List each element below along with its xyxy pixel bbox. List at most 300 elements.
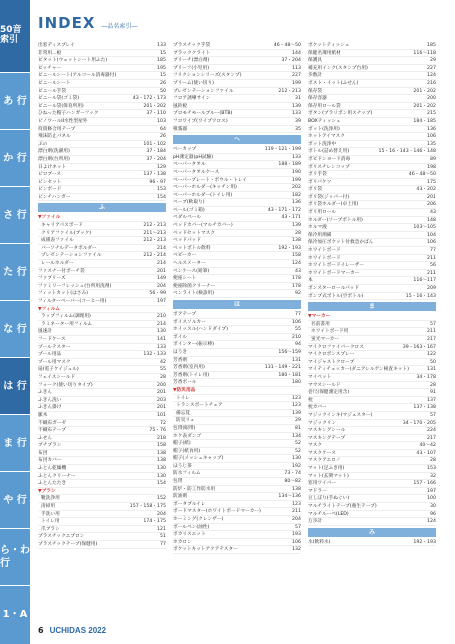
- entry-name: ブラッククライト: [173, 50, 211, 56]
- sidebar-tab[interactable]: あ 行: [0, 72, 30, 129]
- page-ref: 137・138: [143, 172, 166, 178]
- entry-name: ペダルベール: [173, 215, 202, 221]
- page-number: 6: [38, 626, 44, 635]
- index-row: [308, 217, 436, 225]
- entry-name: ボータブルイレ: [173, 501, 206, 507]
- index-row: [308, 103, 436, 111]
- entry-name: ボアテープ: [173, 312, 197, 317]
- page-ref: 81: [295, 425, 301, 431]
- page-ref: 104: [427, 232, 436, 238]
- entry-name: マイクロファイバークロス: [308, 344, 364, 350]
- index-row: [38, 526, 166, 534]
- entry-name: ビニールシート(アルコール消毒器付): [38, 73, 117, 79]
- entry-name: ぶの: [38, 141, 48, 147]
- index-row: [38, 450, 166, 458]
- entry-name: 便座シート: [173, 276, 197, 282]
- index-row: [173, 440, 301, 448]
- index-column-2: [173, 42, 301, 554]
- sidebar-tab[interactable]: か 行: [0, 129, 30, 186]
- entry-name: ピンセット: [38, 179, 62, 185]
- entry-name: マルチルーペ(LED): [308, 511, 349, 517]
- index-row: [38, 156, 166, 164]
- entry-name: ピロブース: [38, 172, 62, 178]
- index-row: [173, 486, 301, 494]
- index-row: [38, 427, 166, 435]
- entry-name: ボット洗浄中: [308, 141, 337, 147]
- page-ref: 26: [160, 80, 166, 86]
- index-row: [173, 275, 301, 283]
- index-row: [38, 382, 166, 390]
- index-row: [38, 533, 166, 541]
- entry-name: 帽子(紙): [173, 441, 191, 447]
- entry-name: 名前書用: [311, 321, 330, 327]
- index-column-1: [38, 42, 166, 549]
- index-row: [308, 285, 436, 293]
- index-row: [173, 334, 301, 342]
- entry-name: ホワイトボード: [308, 255, 341, 261]
- page-ref: 204: [292, 517, 301, 523]
- index-row: [308, 511, 436, 519]
- index-row: [173, 508, 301, 516]
- page-ref: 92: [295, 291, 301, 297]
- page-ref: 204: [157, 283, 166, 289]
- page-ref: 227: [292, 73, 301, 79]
- page-ref: 106: [292, 319, 301, 325]
- index-row: [308, 366, 436, 374]
- entry-name: 扇(電子ケイジュル): [38, 367, 79, 373]
- index-row: [173, 72, 301, 80]
- index-row: [38, 110, 166, 118]
- page-ref: 43・172・173: [132, 96, 166, 102]
- section-header: へ: [173, 135, 301, 144]
- index-row: [308, 420, 436, 428]
- entry-name: マスクケース: [308, 450, 336, 456]
- index-row: [38, 518, 166, 526]
- index-row: [38, 118, 166, 126]
- index-row: [308, 118, 436, 126]
- entry-name: ペーパータオルケース: [173, 169, 220, 175]
- sidebar-top-label: 50音索引: [0, 0, 30, 72]
- entry-name: ボケットティッシュ: [308, 43, 350, 48]
- entry-name: ビニール手袋: [38, 88, 67, 94]
- entry-name: ボイル: [173, 334, 188, 340]
- index-row: [173, 214, 301, 222]
- index-row: [38, 275, 166, 283]
- page-ref: 144: [292, 50, 301, 56]
- entry-name: ポリ袋(ジッパー付): [308, 194, 350, 200]
- page-ref: 55: [160, 367, 166, 373]
- index-row: [38, 290, 166, 298]
- section-header: み: [308, 528, 436, 537]
- index-row: [173, 326, 301, 334]
- page-ref: 15・16・143・146・148: [378, 149, 436, 155]
- index-row: [173, 478, 301, 486]
- index-row: [38, 245, 166, 253]
- entry-name: ベッドセットマスク: [173, 230, 216, 236]
- index-row: [38, 397, 166, 405]
- entry-name: ポスト・イット(ふせん): [308, 80, 359, 86]
- index-row: [173, 169, 301, 177]
- index-row: [38, 164, 166, 172]
- index-row: [308, 457, 436, 465]
- index-row: [173, 455, 301, 463]
- entry-name: フロア誘導サイン: [173, 96, 211, 102]
- entry-name: ビッチャー: [38, 65, 62, 71]
- index-row: [308, 435, 436, 443]
- entry-name: ボケットキットアクアテスター: [173, 547, 238, 553]
- entry-name: プロモチモールブルー(BTB): [173, 111, 233, 117]
- index-row: [173, 65, 301, 73]
- entry-name: ベットボトル飲料: [173, 245, 211, 251]
- index-row: [38, 374, 166, 382]
- page-ref: 201・202: [413, 103, 436, 109]
- entry-name: 清掃用: [41, 504, 56, 510]
- index-row: [38, 442, 166, 450]
- entry-name: マイティチェッカー(ダニアレルゲン検査キット): [308, 367, 409, 373]
- entry-name: ボンスターロールパッド: [308, 286, 360, 291]
- entry-name: ファミリーフレッシュ(台所用洗剤): [38, 283, 112, 289]
- entry-name: 非常用...板: [38, 50, 62, 56]
- index-row: [173, 57, 301, 65]
- entry-name: ファブリーズ: [38, 276, 66, 282]
- section-header: ま: [308, 302, 436, 311]
- page-ref: 204: [157, 511, 166, 517]
- entry-name: マイクロボンスプレー: [308, 352, 355, 358]
- page-ref: 153: [157, 187, 166, 193]
- page-ref: 152: [157, 496, 166, 502]
- page-ref: 32: [430, 473, 436, 479]
- entry-name: 窓用ワイパー: [308, 481, 336, 487]
- page-ref: 130: [292, 456, 301, 462]
- index-row: [173, 364, 301, 372]
- index-row: [38, 313, 166, 321]
- page-ref: 199: [292, 80, 301, 86]
- index-row: [38, 88, 166, 96]
- entry-name: ベッドパッド: [173, 238, 202, 244]
- index-row: [173, 379, 301, 387]
- page-ref: 156〜159: [278, 349, 301, 355]
- page-ref: 210: [157, 314, 166, 320]
- index-row: [173, 95, 301, 103]
- entry-name: 布団: [38, 450, 48, 456]
- entry-name: pH測定器(pH試験): [173, 154, 214, 160]
- index-row: [173, 433, 301, 441]
- entry-name: 飛沫防止パネル: [38, 134, 71, 140]
- page-ref: 131: [292, 357, 301, 363]
- sidebar-tab[interactable]: は 行: [0, 357, 30, 414]
- index-row: [308, 293, 436, 301]
- sidebar-tab[interactable]: 1・A: [0, 585, 30, 642]
- index-row: [38, 268, 166, 276]
- page-ref: 130: [157, 329, 166, 335]
- entry-name: フリクションシリーズ(スタンプ): [173, 73, 242, 79]
- page-ref: 43: [430, 210, 436, 216]
- entry-name: ベッドカバー(マルチカバー): [173, 223, 233, 229]
- index-row: [173, 341, 301, 349]
- index-row: [38, 404, 166, 412]
- page-ref: 138: [157, 450, 166, 456]
- page-ref: 46・48〜50: [408, 172, 436, 178]
- index-row: [38, 80, 166, 88]
- entry-name: ホワイトボードイレーザー: [308, 263, 364, 269]
- sidebar-tab[interactable]: ま 行: [0, 414, 30, 471]
- index-row: [38, 435, 166, 443]
- page-subtitle: ―品名索引―: [101, 23, 138, 30]
- page-ref: 123: [292, 395, 301, 401]
- page-ref: 91: [430, 390, 436, 396]
- page-ref: 56・99: [149, 291, 166, 297]
- sidebar-tab[interactable]: さ 行: [0, 186, 30, 243]
- entry-name: ▼ブラシ: [38, 488, 56, 494]
- entry-name: 漂白剤(台所用): [38, 156, 70, 162]
- index-row: [38, 194, 166, 202]
- entry-name: プラスチックエプロン: [38, 534, 85, 540]
- index-row: [173, 88, 301, 96]
- sidebar-tab[interactable]: や 行: [0, 471, 30, 528]
- page-ref: 211: [427, 270, 436, 276]
- entry-name: 防油剤: [173, 494, 188, 500]
- entry-name: ベーカップ: [173, 147, 197, 153]
- index-row: [38, 50, 166, 58]
- entry-name: 風速計: [38, 329, 53, 335]
- index-row: [308, 382, 436, 390]
- page-ref: 201: [157, 390, 166, 396]
- page-ref: 214: [157, 261, 166, 267]
- entry-name: 日よけネット: [38, 164, 67, 170]
- index-row: [38, 412, 166, 420]
- entry-name: ホルダー(ソープボトル用): [308, 217, 363, 223]
- index-row: [173, 463, 301, 471]
- entry-name: マイペット: [308, 374, 332, 380]
- page-ref: 153: [427, 466, 436, 472]
- page-ref: 192・193: [413, 539, 436, 545]
- entry-name: クリアファイル(ブック): [41, 230, 92, 236]
- index-row: [308, 359, 436, 367]
- entry-name: 保存袋: [308, 88, 323, 94]
- index-row: [173, 222, 301, 230]
- index-row: [308, 427, 436, 435]
- page-ref: 214: [157, 321, 166, 327]
- entry-name: マウスシールド: [308, 382, 341, 388]
- index-row: [38, 328, 166, 336]
- page-ref: 119・121・199: [264, 147, 301, 153]
- entry-name: 投資修合用テープ: [38, 126, 76, 132]
- index-row: [308, 164, 436, 172]
- category-row: [38, 488, 166, 496]
- entry-name: ボールペン(油性): [173, 524, 210, 530]
- page-ref: 43・202: [416, 187, 436, 193]
- entry-name: 不織布テープ: [38, 428, 66, 434]
- index-row: [38, 503, 166, 511]
- entry-name: ボインター(振示棒): [173, 342, 214, 348]
- entry-name: マルチライトテープ(養生テープ): [308, 504, 377, 510]
- sidebar-tab[interactable]: な 行: [0, 300, 30, 357]
- entry-name: ペーブ(軟取り): [173, 200, 205, 206]
- index-row: [173, 110, 301, 118]
- entry-name: ▼フィルム: [38, 306, 60, 312]
- page-ref: 175: [427, 179, 436, 185]
- index-row: [173, 237, 301, 245]
- page-ref: 131: [427, 367, 436, 373]
- entry-name: 保存容器: [308, 96, 327, 102]
- entry-name: ポリ手袋: [308, 172, 327, 178]
- page-ref: 227: [427, 65, 436, 71]
- page-ref: 123: [292, 403, 301, 409]
- entry-name: トイレ用: [41, 519, 60, 525]
- page-ref: 52: [295, 448, 301, 454]
- index-row: [308, 495, 436, 503]
- index-row: [308, 270, 436, 278]
- entry-name: マスクアエロノ: [308, 458, 341, 464]
- page-ref: 43・107: [416, 450, 436, 456]
- page-ref: 180・181: [278, 372, 301, 378]
- entry-name: ベビーカー: [173, 253, 197, 259]
- index-row: [308, 442, 436, 450]
- entry-name: レールホルダー: [41, 261, 74, 267]
- page-ref: 211: [292, 509, 301, 515]
- page-ref: 138: [157, 458, 166, 464]
- index-row: [173, 349, 301, 357]
- page-ref: 123: [292, 501, 301, 507]
- page-ref: 210: [292, 334, 301, 340]
- index-row: [173, 50, 301, 58]
- entry-name: ホワイトボード用: [311, 329, 349, 335]
- page-ref: 178: [292, 283, 301, 289]
- entry-name: ふとんクリーナー: [38, 473, 76, 479]
- page-ref: 200: [427, 96, 436, 102]
- page-ref: 180: [292, 380, 301, 386]
- page-ref: 212・213: [278, 88, 301, 94]
- index-row: [173, 524, 301, 532]
- entry-name: ホワイトボード: [308, 248, 341, 254]
- entry-name: マジックインキ(マジェスター): [308, 412, 373, 418]
- page-ref: 218: [157, 435, 166, 441]
- index-row: [308, 374, 436, 382]
- index-row: [308, 488, 436, 496]
- entry-name: 保健名簿用紙材: [308, 50, 341, 56]
- entry-name: 帽子(メッシュキャップ): [173, 456, 224, 462]
- entry-name: ブリーチ(漂白剤): [173, 58, 210, 64]
- entry-name: 本: [308, 278, 313, 284]
- sidebar-tab[interactable]: ら・わ 行: [0, 528, 30, 585]
- page-ref: 133: [157, 43, 166, 48]
- page-ref: 94: [295, 342, 301, 348]
- entry-name: ベール(ゴミ箱): [173, 207, 205, 213]
- entry-name: ピノワールII水性型屋外: [38, 118, 88, 124]
- page-ref: 101・102: [143, 141, 166, 147]
- index-row: [173, 146, 301, 154]
- page-ref: 138: [292, 238, 301, 244]
- page-ref: 201: [157, 268, 166, 274]
- index-row: [173, 199, 301, 207]
- index-row: [173, 493, 301, 501]
- page-ref: 199: [292, 177, 301, 183]
- index-row: [38, 186, 166, 194]
- index-row: [308, 480, 436, 488]
- entry-name: ビタット(ウェットシート用ふた): [38, 58, 108, 64]
- page-ref: 43・171・172: [267, 207, 301, 213]
- entry-name: ▼マーカー: [308, 314, 331, 320]
- entry-name: 巻尺(保健測定用含): [308, 390, 350, 396]
- page-ref: 211: [427, 255, 436, 261]
- index-row: [173, 268, 301, 276]
- index-row: [38, 72, 166, 80]
- page-ref: 37・204: [281, 58, 301, 64]
- page-ref: 103: [157, 118, 166, 124]
- entry-name: 枕カバー: [308, 405, 327, 411]
- page-ref: 203: [157, 397, 166, 403]
- index-row: [38, 298, 166, 306]
- index-row: [173, 161, 301, 169]
- index-row: [173, 245, 301, 253]
- entry-name: プレゼンテーションファイル: [173, 88, 234, 94]
- entry-name: 便座除菌クリーナー: [173, 283, 216, 289]
- entry-name: ふとん乾燥機: [38, 466, 67, 472]
- page-ref: 96: [430, 511, 436, 517]
- page-ref: 212・213: [143, 238, 166, 244]
- entry-name: ポリ袋: [308, 187, 323, 193]
- page-ref: 57: [430, 321, 436, 327]
- page-ref: 154: [157, 194, 166, 200]
- index-row: [308, 72, 436, 80]
- entry-name: ふきん掛け: [38, 405, 62, 411]
- entry-name: 防炉・防工作防水用: [173, 486, 216, 492]
- entry-name: 防災リュ: [176, 418, 195, 424]
- index-row: [173, 192, 301, 200]
- entry-name: ホットアイマスク: [308, 134, 345, 140]
- index-row: [173, 118, 301, 126]
- entry-name: 芳香ボール: [173, 380, 197, 386]
- index-row: [38, 179, 166, 187]
- page-ref: 96・97: [149, 179, 166, 185]
- entry-name: 保冷加圧ポケット付救急かばん: [308, 240, 374, 246]
- sidebar-tab[interactable]: た 行: [0, 243, 30, 300]
- index-row: [308, 328, 436, 336]
- entry-name: ペーパーホルダー(キッチン用): [173, 185, 237, 191]
- index-row: [38, 103, 166, 111]
- page-title: INDEX: [38, 14, 96, 32]
- entry-name: ペーパープレート・ボウル・トレイ: [173, 177, 247, 183]
- index-row: [173, 395, 301, 403]
- index-row: [308, 351, 436, 359]
- page-ref: 31: [295, 96, 301, 102]
- brand-logo: UCHIDAS 2022: [49, 626, 107, 635]
- page-ref: 211〜213: [143, 230, 166, 236]
- entry-name: トイレ: [176, 395, 190, 401]
- page-ref: 89: [430, 156, 436, 162]
- entry-name: 備忘覚: [176, 410, 191, 416]
- entry-name: 出窓ディスプレイ: [38, 43, 75, 48]
- entry-name: ヘルスメーター: [173, 261, 206, 267]
- entry-name: トランスポートチェア: [176, 403, 223, 409]
- entry-name: ビニールシート: [38, 80, 71, 86]
- page-ref: 154: [157, 481, 166, 487]
- entry-name: 成績表ファイル: [41, 238, 74, 244]
- page-ref: 50: [160, 88, 166, 94]
- page-ref: 106: [427, 240, 436, 246]
- page-ref: 201: [157, 405, 166, 411]
- index-row: [38, 420, 166, 428]
- entry-name: 枕: [308, 397, 313, 403]
- entry-name: ボイスソルカー: [173, 319, 206, 325]
- entry-name: ピンチハンガー: [38, 194, 71, 200]
- index-row: [308, 171, 436, 179]
- page-ref: 106: [427, 134, 436, 140]
- index-row: [38, 222, 166, 230]
- entry-name: ふきん洗い: [38, 397, 62, 403]
- entry-name: パーソナルデータボルダー: [41, 245, 97, 251]
- index-row: [38, 283, 166, 291]
